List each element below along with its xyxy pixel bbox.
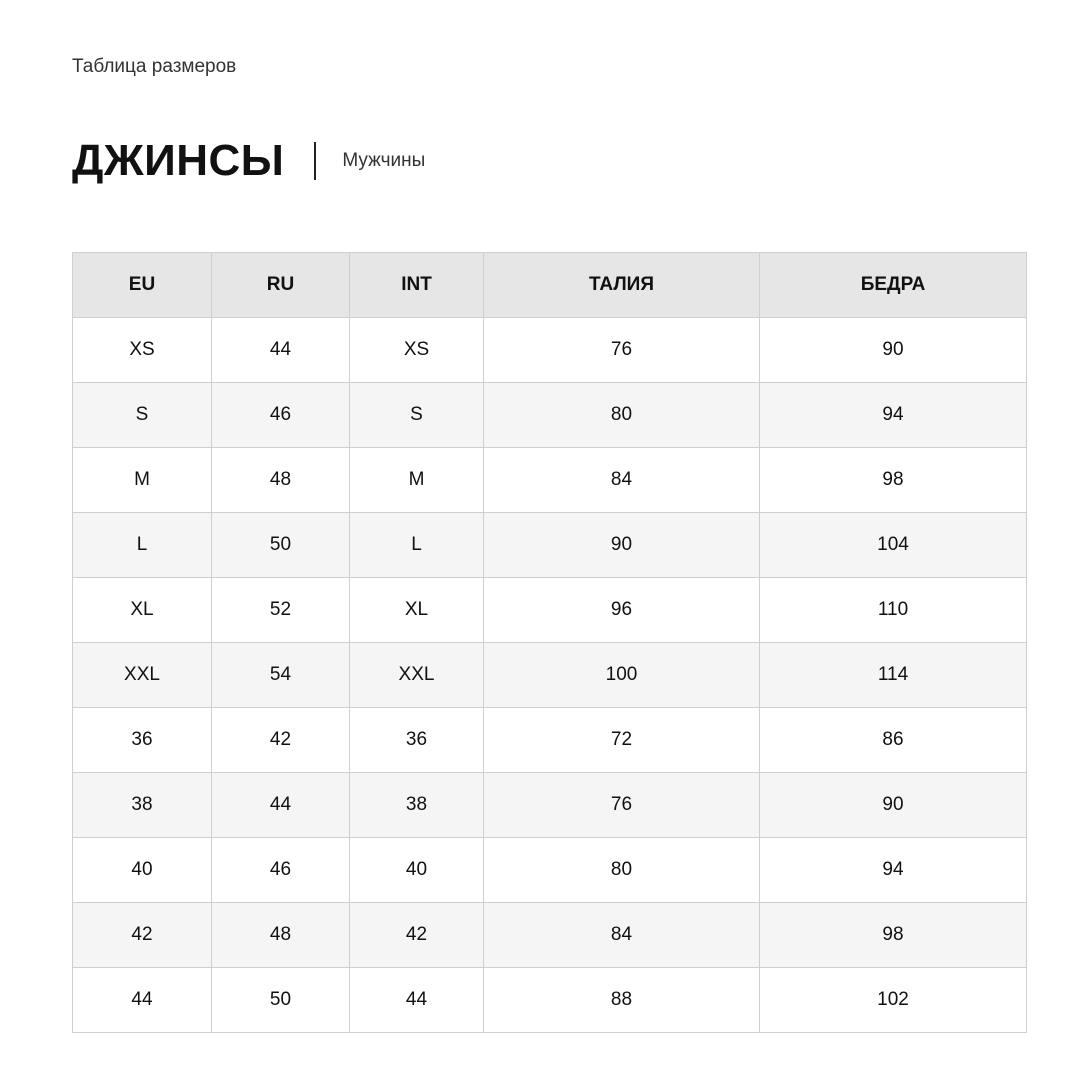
cell-waist: 90	[484, 513, 760, 578]
cell-ru: 50	[212, 513, 350, 578]
table-row	[73, 903, 1027, 968]
page-title: ДЖИНСЫ	[72, 136, 285, 185]
cell-waist: 76	[484, 773, 760, 838]
cell-int: 44	[350, 968, 484, 1033]
cell-waist: 84	[484, 903, 760, 968]
cell-int: 40	[350, 838, 484, 903]
cell-eu: XS	[73, 318, 212, 383]
cell-waist: 72	[484, 708, 760, 773]
table-row	[73, 513, 1027, 578]
column-header-eu: EU	[73, 253, 212, 318]
cell-ru: 50	[212, 968, 350, 1033]
cell-hips: 94	[760, 838, 1027, 903]
size-table	[72, 252, 1027, 1033]
page-eyebrow: Таблица размеров	[72, 56, 237, 77]
cell-eu: XXL	[73, 643, 212, 708]
cell-hips: 104	[760, 513, 1027, 578]
table-row	[73, 838, 1027, 903]
cell-waist: 96	[484, 578, 760, 643]
cell-eu: S	[73, 383, 212, 448]
cell-int: XXL	[350, 643, 484, 708]
column-header-waist: ТАЛИЯ	[484, 253, 760, 318]
cell-eu: 38	[73, 773, 212, 838]
cell-int: 36	[350, 708, 484, 773]
cell-hips: 86	[760, 708, 1027, 773]
cell-int: 42	[350, 903, 484, 968]
cell-hips: 90	[760, 318, 1027, 383]
title-row	[72, 136, 425, 186]
category-label: Мужчины	[342, 150, 426, 171]
cell-ru: 46	[212, 838, 350, 903]
table-row	[73, 773, 1027, 838]
cell-ru: 48	[212, 448, 350, 513]
cell-int: 38	[350, 773, 484, 838]
title-divider	[314, 142, 316, 180]
table-row	[73, 448, 1027, 513]
cell-int: S	[350, 383, 484, 448]
cell-hips: 98	[760, 903, 1027, 968]
cell-waist: 88	[484, 968, 760, 1033]
cell-hips: 98	[760, 448, 1027, 513]
table-row	[73, 708, 1027, 773]
cell-eu: 44	[73, 968, 212, 1033]
cell-ru: 42	[212, 708, 350, 773]
cell-waist: 80	[484, 383, 760, 448]
cell-ru: 54	[212, 643, 350, 708]
column-header-hips: БЕДРА	[760, 253, 1027, 318]
cell-eu: 36	[73, 708, 212, 773]
table-row	[73, 383, 1027, 448]
cell-hips: 102	[760, 968, 1027, 1033]
table-row	[73, 578, 1027, 643]
cell-eu: 42	[73, 903, 212, 968]
table-row	[73, 318, 1027, 383]
cell-eu: M	[73, 448, 212, 513]
cell-int: XS	[350, 318, 484, 383]
table-row	[73, 643, 1027, 708]
cell-waist: 84	[484, 448, 760, 513]
cell-ru: 48	[212, 903, 350, 968]
table-header-row	[73, 253, 1027, 318]
cell-hips: 90	[760, 773, 1027, 838]
cell-hips: 110	[760, 578, 1027, 643]
cell-waist: 100	[484, 643, 760, 708]
cell-int: M	[350, 448, 484, 513]
cell-ru: 44	[212, 773, 350, 838]
cell-hips: 114	[760, 643, 1027, 708]
column-header-ru: RU	[212, 253, 350, 318]
cell-eu: XL	[73, 578, 212, 643]
cell-ru: 52	[212, 578, 350, 643]
cell-eu: 40	[73, 838, 212, 903]
cell-int: L	[350, 513, 484, 578]
cell-waist: 76	[484, 318, 760, 383]
cell-ru: 44	[212, 318, 350, 383]
cell-waist: 80	[484, 838, 760, 903]
column-header-int: INT	[350, 253, 484, 318]
cell-int: XL	[350, 578, 484, 643]
table-row	[73, 968, 1027, 1033]
cell-eu: L	[73, 513, 212, 578]
cell-hips: 94	[760, 383, 1027, 448]
cell-ru: 46	[212, 383, 350, 448]
